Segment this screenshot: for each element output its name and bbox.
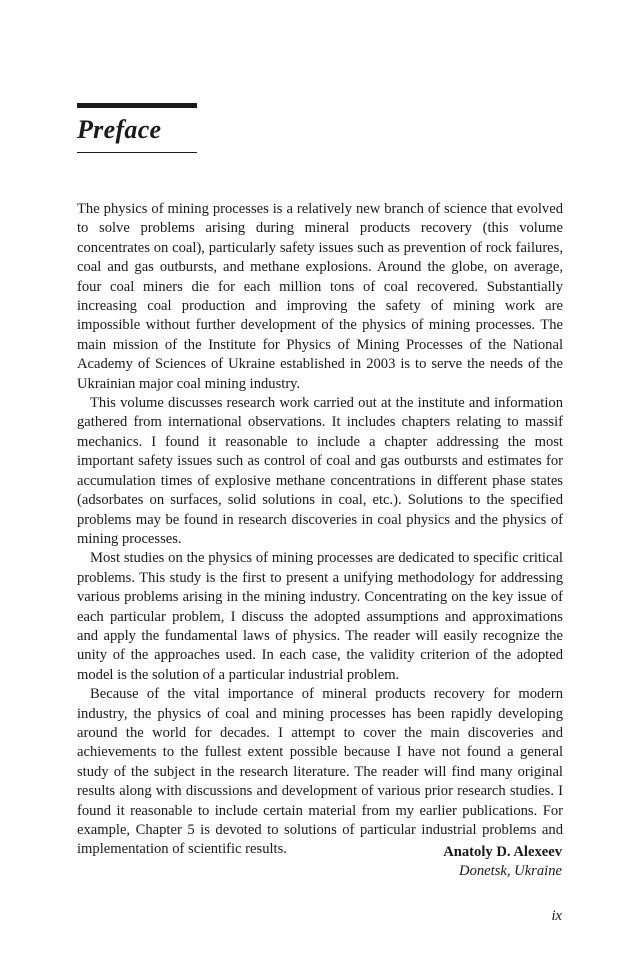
paragraph-1: The physics of mining processes is a relatively new branch of science that evolved to solve problems arising during mineral products recovery (this volume concentrates on coal), particularly safety issues such as prevention of rock failures, coal and gas outbursts, and methane explosions. Around the globe, on average, four coal miners die for each million tons of coal recovered. Substantially increasing coal production and improving the safety of mining work are impossible without further development of the physics of mining processes. The main mission of the Institute for Physics of Mining Processes of the National Academy of Sciences of Ukraine established in 2003 is to serve the needs of the Ukrainian major coal mining industry. xyxy=(77,201,563,392)
paragraph-2: This volume discusses research work carried out at the institute and information gathered from international observations. It includes chapters relating to massif mechanics. I found it reasonable to include a chapter addressing the most important safety issues such as control of coal and gas outbursts and estimates for accumulation times of explosive methane concentrations in different phase states (adsorbates on surfaces, solid solutions in coal, etc.). Solutions to the specified problems may be found in research discoveries in coal physics and the physics of mining processes. xyxy=(77,395,563,547)
heading-bottom-rule xyxy=(77,152,197,153)
paragraph-4: Because of the vital importance of mineral products recovery for modern industry, the physics of coal and mining processes has been rapidly developing around the world for decades. I attempt to cover the main discoveries and achievements to the fullest extent possible because I have not found a general study of the subject in the research literature. The reader will find many original results along with discussions and development of various prior research studies. I found it reasonable to include certain material from my earlier publications. For example, Chapter 5 is devoted to solutions of particular industrial problems and implementation of scientific results. xyxy=(77,686,563,858)
heading-top-rule xyxy=(77,103,197,108)
page-number: ix xyxy=(551,908,562,924)
page-title: Preface xyxy=(77,115,162,144)
author-name: Anatoly D. Alexeev xyxy=(443,844,562,860)
author-location: Donetsk, Ukraine xyxy=(459,863,562,880)
preface-body xyxy=(77,200,563,860)
paragraph-3: Most studies on the physics of mining processes are dedicated to specific critical problems. This study is the first to present a unifying methodology for addressing various problems arising in the mining industry. Concentrating on the key issue of each particular problem, I discuss the adopted assumptions and approximations and apply the fundamental laws of physics. The reader will easily recognize the unity of the approaches used. In each case, the validity criterion of the adopted model is the solution of a particular industrial problem. xyxy=(77,550,563,683)
signature-block xyxy=(443,843,562,882)
